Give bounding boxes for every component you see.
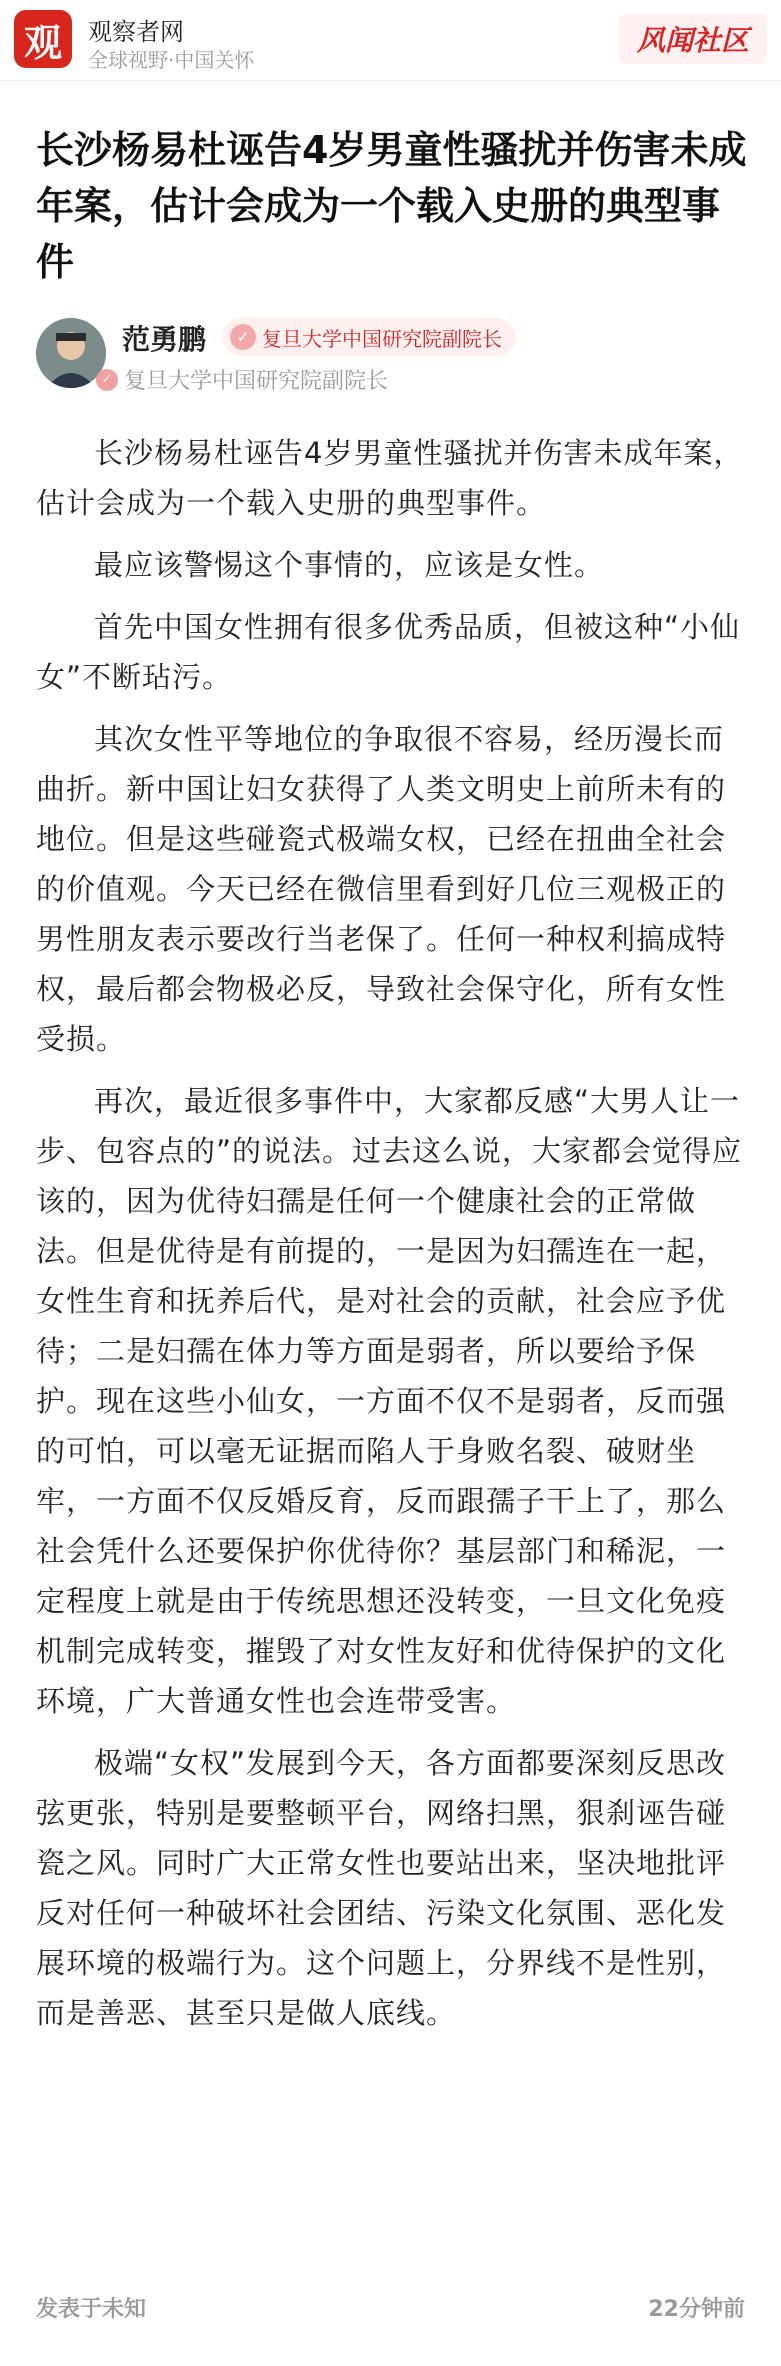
author-badge <box>222 318 516 356</box>
paragraph: 其次女性平等地位的争取很不容易，经历漫长而曲折。新中国让妇女获得了人类文明史上前所未有的地位。但是这些碰瓷式极端女权，已经在扭曲全社会的价值观。今天已经在微信里看到好几位三观极正的男性朋友表示要改行当老保了。任何一种权利搞成特权，最后都会物极必反，导致社会保守化，所有女性受损。 <box>36 722 727 1056</box>
paragraph: 首先中国女性拥有很多优秀品质，但被这种“小仙女”不断玷污。 <box>36 610 741 694</box>
community-link[interactable]: 风闻社区 <box>619 14 767 64</box>
article-body <box>36 428 748 2050</box>
brand-slogan: 全球视野·中国关怀 <box>88 48 255 72</box>
verified-icon: ✓ <box>96 369 118 391</box>
author-badge-label: 复旦大学中国研究院副院长 <box>262 326 502 351</box>
site-logo[interactable]: 观 <box>14 10 72 68</box>
verified-badge-icon: ✓ <box>230 324 256 350</box>
paragraph: 最应该警惕这个事情的，应该是女性。 <box>94 548 605 582</box>
brand-name[interactable]: 观察者网 <box>88 18 184 46</box>
paragraph: 再次，最近很多事件中，大家都反感“大男人让一步、包容点的”的说法。过去这么说，大家都会觉得应该的，因为优待妇孺是任何一个健康社会的正常做法。但是优待是有前提的，一是因为妇孺连在一起，女性生育和抚养后代，是对社会的贡献，社会应予优待；二是妇孺在体力等方面是弱者，所以要给予保护。现在这些小仙女，一方面不仅不是弱者，反而强的可怕，可以毫无证据而陷人于身败名裂、破财坐牢，一方面不仅反婚反育，反而跟孺子干上了，那么社会凭什么还要保护你优待你？基层部门和稀泥，一定程度上就是由于传统思想还没转变，一旦文化免疫机制完成转变，摧毁了对女性友好和优待保护的文化环境，广大普通女性也会连带受害。 <box>36 1084 743 1718</box>
article-title: 长沙杨易杜诬告4岁男童性骚扰并伤害未成年案，估计会成为一个载入史册的典型事件 <box>36 128 747 284</box>
author-title <box>96 364 388 395</box>
author-name[interactable]: 范勇鹏 <box>122 323 207 356</box>
paragraph: 长沙杨易杜诬告4岁男童性骚扰并伤害未成年案，估计会成为一个载入史册的典型事件。 <box>36 436 744 520</box>
paragraph: 极端“女权”发展到今天，各方面都要深刻反思改弦更张，特别是要整顿平台，网络扫黑，狠刹诬告碰瓷之风。同时广大正常女性也要站出来，坚决地批评反对任何一种破坏社会团结、污染文化氛围、恶化发展环境的极端行为。这个问题上，分界线不是性别，而是善恶、甚至只是做人底线。 <box>36 1746 727 2030</box>
publish-location: 发表于未知 <box>36 2297 147 2322</box>
site-header <box>0 0 781 81</box>
author-title-text: 复旦大学中国研究院副院长 <box>124 369 389 394</box>
publish-time: 22分钟前 <box>648 2297 745 2322</box>
